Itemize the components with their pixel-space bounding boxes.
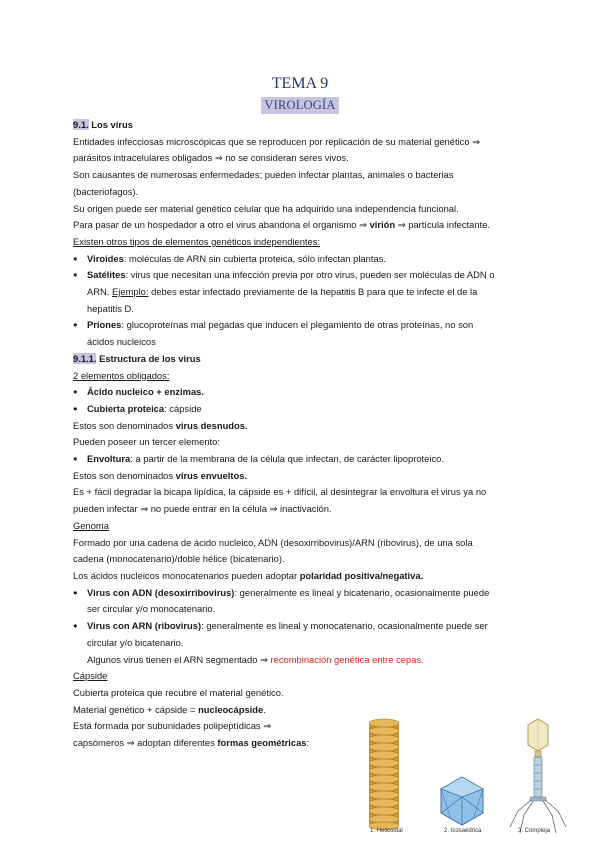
text: Formado por una cadena de ácido nucleico, ADN (desoxirribovirus)/ARN (ribovirus), de una sola xyxy=(73,536,473,548)
text: Los ácidos nucleicos monocatenarios pueden adoptar xyxy=(73,569,300,581)
example-label: Ejemplo: xyxy=(112,286,149,298)
text: Su origen puede ser material genético celular que ha adquirido una independencia funcional. xyxy=(73,202,459,214)
text: : cápside xyxy=(164,402,202,414)
list-item xyxy=(73,384,533,401)
section-heading-9-1-1 xyxy=(73,351,533,368)
list-item-continuation xyxy=(73,284,533,301)
bold-term: polaridad positiva/negativa. xyxy=(299,569,424,581)
bold-term: Priones xyxy=(87,319,122,331)
paragraph xyxy=(73,201,533,218)
paragraph xyxy=(73,217,533,234)
underlined-heading: Cápside xyxy=(73,670,108,682)
paragraph xyxy=(73,134,533,151)
page-title: TEMA 9 xyxy=(271,75,329,92)
document-body xyxy=(73,117,533,752)
bold-term: Satélites xyxy=(87,269,126,281)
paragraph xyxy=(73,150,533,167)
section-number: 9.1.1. xyxy=(73,352,97,364)
text: Estos son denominados xyxy=(73,469,176,481)
list-item xyxy=(73,251,533,268)
text: Para pasar de un hospedador a otro el virus abandona el organismo ⇒ xyxy=(73,219,370,231)
text: cadena (monocatenario)/doble hélice (bicatenario). xyxy=(73,553,285,565)
paragraph xyxy=(73,167,533,184)
text: Material genético + cápside = xyxy=(73,703,199,715)
text: : xyxy=(306,737,310,749)
subtitle-wrap xyxy=(0,96,600,114)
bold-term: Virus con ARN (ribovirus) xyxy=(87,620,202,632)
text: debes estar infectado previamente de la hepatitis B para que te infecte el de la xyxy=(148,286,478,298)
paragraph xyxy=(73,652,533,669)
text: ser circular y/o monocatenario. xyxy=(87,603,216,615)
text: : generalmente es lineal y bicatenario, ocasionalmente puede xyxy=(234,586,490,598)
text: ARN. xyxy=(87,286,113,298)
page-subtitle: VIROLOGÍA xyxy=(261,97,338,114)
text: hepatitis D. xyxy=(87,302,134,314)
list-item xyxy=(73,317,533,334)
text: : glucoproteínas mal pegadas que inducen el plegamiento de otras proteínas, no son xyxy=(121,319,474,331)
text: + enzimas. xyxy=(153,386,204,398)
text: pueden infectar ⇒ no puede entrar en la célula ⇒ inactivación. xyxy=(73,503,332,515)
section-heading-9-1 xyxy=(73,117,533,134)
bold-term: formas geométricas xyxy=(217,737,307,749)
underlined-heading: Genoma xyxy=(73,519,109,531)
list-item xyxy=(73,618,533,635)
text: Estos son denominados xyxy=(73,419,176,431)
bold-term: virión xyxy=(369,219,396,231)
text: circular y/o bicatenario. xyxy=(87,636,184,648)
list-item xyxy=(73,401,533,418)
list-item-continuation xyxy=(73,601,533,618)
text: : virus que necesitan una infección previa por otro virus, pueden ser moléculas de ADN o xyxy=(125,269,495,281)
figure-caption-complex: 3. Compleja xyxy=(518,828,551,834)
text: Es + fácil degradar la bicapa lipídica, la cápside es + difícil, al desintegrar la envoltura el virus ya no xyxy=(73,486,487,498)
text: . xyxy=(263,703,266,715)
text: capsómeros ⇒ adoptan diferentes xyxy=(73,737,218,749)
complex-capsid-image xyxy=(510,719,566,833)
paragraph xyxy=(73,184,533,201)
text: ⇒ partícula infectante. xyxy=(395,219,491,231)
bold-term: Viroides xyxy=(87,252,124,264)
list-item xyxy=(73,585,533,602)
text: Son causantes de numerosas enfermedades; pueden infectar plantas, animales o bacterias xyxy=(73,169,454,181)
section-title: Estructura de los virus xyxy=(96,352,201,364)
underlined-heading: 2 elementos obligados: xyxy=(73,369,170,381)
paragraph: Cubierta proteica que recubre el material genético. xyxy=(73,686,284,698)
text: : a partir de la membrana de la célula que infectan, de carácter lipoproteico. xyxy=(130,453,444,465)
bold-term: Virus con ADN (desoxirribovirus) xyxy=(87,586,235,598)
paragraph xyxy=(73,468,533,485)
paragraph: Pueden poseer un tercer elemento: xyxy=(73,436,220,448)
bold-term: virus envueltos. xyxy=(175,469,248,481)
paragraph xyxy=(73,551,533,568)
bold-term: Ácido nucleico xyxy=(87,386,154,398)
paragraph xyxy=(73,535,533,552)
list-item-continuation xyxy=(73,635,533,652)
text: ácidos nucleicos xyxy=(87,336,156,348)
red-text: recombinación genética entre cepas. xyxy=(270,653,424,665)
paragraph xyxy=(73,501,533,518)
text: (bacteriofagos). xyxy=(73,185,139,197)
text: Algunos virus tienen el ARN segmentado ⇒ xyxy=(87,653,271,665)
bold-term: virus desnudos. xyxy=(175,419,248,431)
list-item-continuation xyxy=(73,334,533,351)
figure-caption-icosahedral: 2. Icosaédrica xyxy=(444,828,482,834)
list-item xyxy=(73,267,533,284)
paragraph xyxy=(73,484,533,501)
paragraph: Está formada por subunidades polipeptídicas ⇒ xyxy=(73,720,272,732)
bold-term: Cubierta proteica xyxy=(87,402,165,414)
text: : generalmente es lineal y monocatenario, ocasionalmente puede ser xyxy=(201,620,488,632)
helical-capsid-image xyxy=(369,719,399,830)
text: parásitos intracelulares obligados ⇒ no se consideran seres vivos. xyxy=(73,152,349,164)
paragraph xyxy=(73,568,533,585)
underlined-heading: Existen otros tipos de elementos genéticos independientes: xyxy=(73,235,321,247)
section-number: 9.1. xyxy=(73,119,89,130)
paragraph xyxy=(73,418,533,435)
icosahedral-capsid-image xyxy=(441,777,483,825)
section-title: Los virus xyxy=(91,119,133,130)
list-item xyxy=(73,451,533,468)
bold-term: Envoltura xyxy=(87,453,131,465)
bold-term: nucleocápside xyxy=(198,703,264,715)
capsid-figures xyxy=(350,715,600,848)
list-item-continuation xyxy=(73,301,533,318)
text: Entidades infecciosas microscópicas que se reproducen por replicación de su material genético ⇒ xyxy=(73,135,481,147)
text: : moléculas de ARN sin cubierta proteica, sólo infectan plantas. xyxy=(123,252,386,264)
figure-caption-helical: 1. Helicoidal xyxy=(370,828,403,834)
